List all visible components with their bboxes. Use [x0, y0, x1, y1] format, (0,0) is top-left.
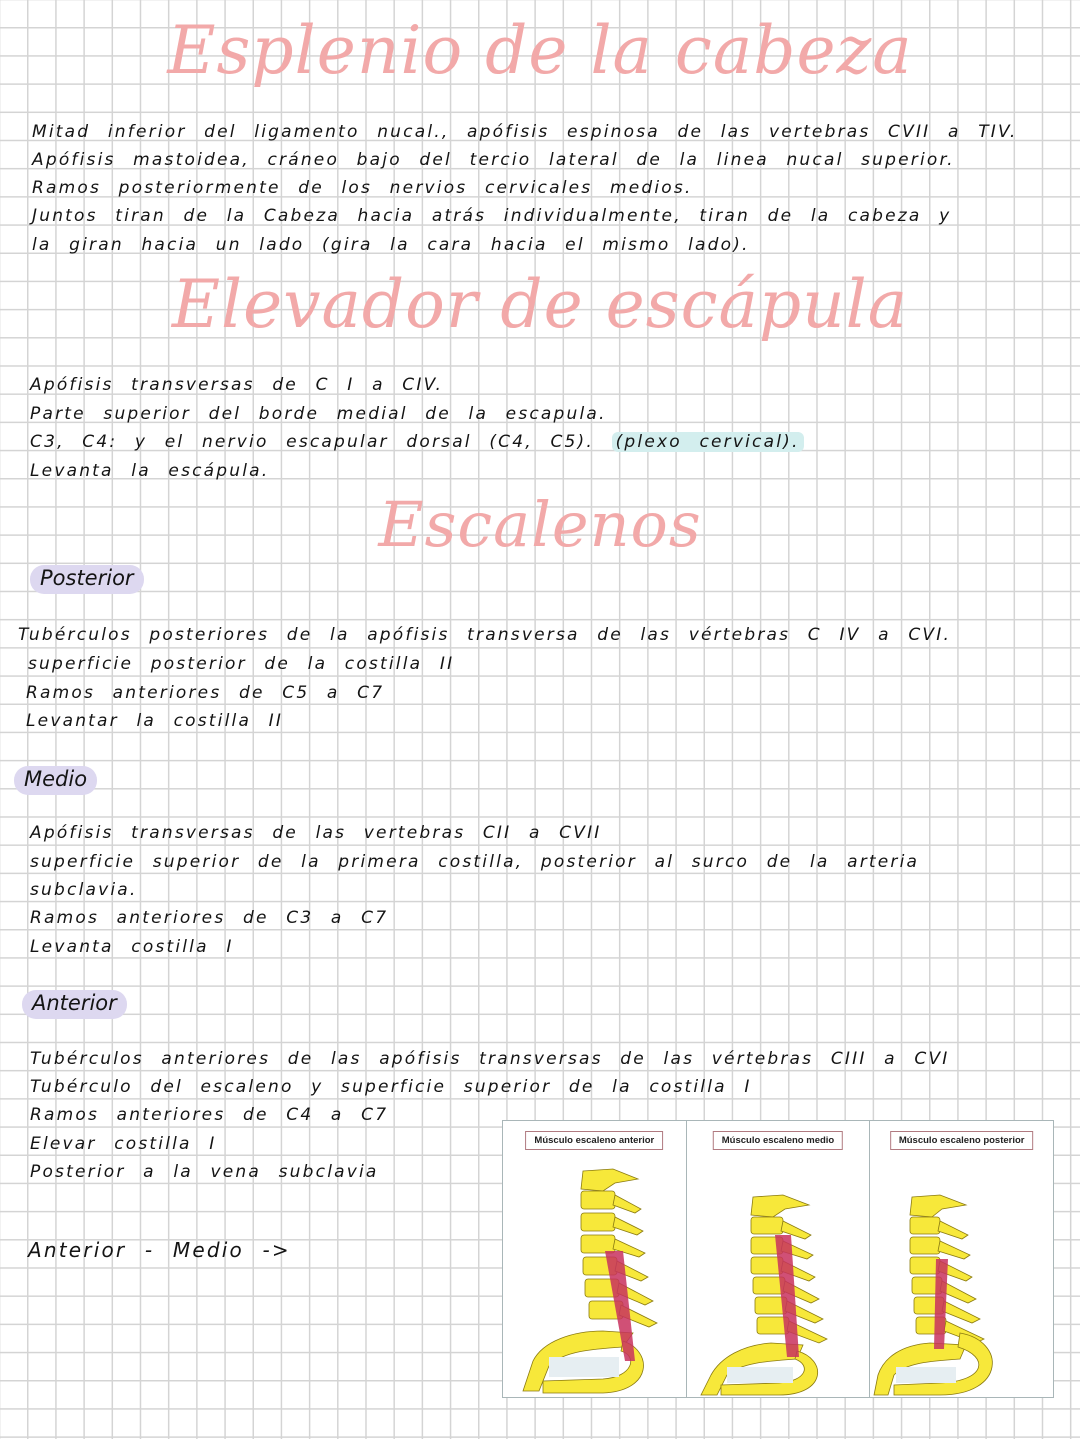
text-line: Levanta la escápula. — [30, 461, 270, 481]
highlight-plexo-cervical: (plexo cervical). — [612, 432, 804, 452]
text-line: Parte superior del borde medial de la escapula. — [30, 404, 607, 424]
figure-panel-posterior — [869, 1120, 1054, 1398]
text-line: la giran hacia un lado (gira la cara hacia el mismo lado). — [32, 235, 750, 255]
tag-medio: Medio — [14, 766, 97, 795]
text-line: Levantar la costilla II — [26, 711, 284, 731]
text-line: Tubérculo del escaleno y superficie superior de la costilla I — [30, 1077, 752, 1097]
text-line: Elevar costilla I — [30, 1134, 217, 1154]
text-line: Apófisis transversas de las vertebras CII a CVII — [30, 823, 602, 843]
text-line: Apófisis transversas de C I a CIV. — [30, 375, 444, 395]
text-line: Ramos anteriores de C3 a C7 — [30, 908, 389, 928]
text-line: Levanta costilla I — [30, 937, 234, 957]
text-line: Tubérculos anteriores de las apófisis transversas de las vértebras CIII a CVI — [30, 1049, 950, 1069]
text-line — [30, 434, 804, 451]
tag-anterior: Anterior — [22, 990, 127, 1019]
figure-panel-anterior — [502, 1120, 687, 1398]
text-line: Ramos anteriores de C5 a C7 — [26, 683, 385, 703]
text-line: Posterior a la vena subclavia — [30, 1162, 379, 1182]
tag-posterior: Posterior — [30, 565, 144, 594]
text-segment: C3, C4: y el nervio escapular dorsal (C4, C5). — [30, 432, 594, 452]
text-line: subclavia. — [30, 880, 138, 900]
note-anterior-medio: Anterior - Medio -> — [28, 1238, 291, 1262]
cervical-spine-anterior-illustration — [503, 1161, 687, 1397]
text-line: Apófisis mastoidea, cráneo bajo del tercio lateral de la linea nucal superior. — [32, 150, 955, 170]
text-line: Ramos anteriores de C4 a C7 — [30, 1105, 389, 1125]
scalene-muscles-figure — [502, 1120, 1054, 1398]
figure-label: Músculo escaleno posterior — [890, 1131, 1034, 1150]
figure-label: Músculo escaleno anterior — [525, 1131, 663, 1150]
cervical-spine-medio-illustration — [687, 1161, 871, 1397]
title-esplenio: Esplenio de la cabeza — [167, 12, 913, 89]
cervical-spine-posterior-illustration — [870, 1161, 1054, 1397]
figure-label: Músculo escaleno medio — [713, 1131, 843, 1150]
text-line: superficie posterior de la costilla II — [28, 654, 455, 674]
title-elevador: Elevador de escápula — [171, 266, 909, 343]
text-line: Juntos tiran de la Cabeza hacia atrás individualmente, tiran de la cabeza y — [32, 206, 952, 226]
figure-panel-medio — [686, 1120, 871, 1398]
text-line: Ramos posteriormente de los nervios cervicales medios. — [32, 178, 693, 198]
text-line: Tubérculos posteriores de la apófisis transversa de las vértebras C IV a CVI. — [18, 625, 952, 645]
text-line: Mitad inferior del ligamento nucal., apófisis espinosa de las vertebras CVII a TIV. — [32, 122, 1018, 142]
text-line: superficie superior de la primera costilla, posterior al surco de la arteria — [30, 852, 920, 872]
title-escalenos: Escalenos — [378, 488, 702, 561]
